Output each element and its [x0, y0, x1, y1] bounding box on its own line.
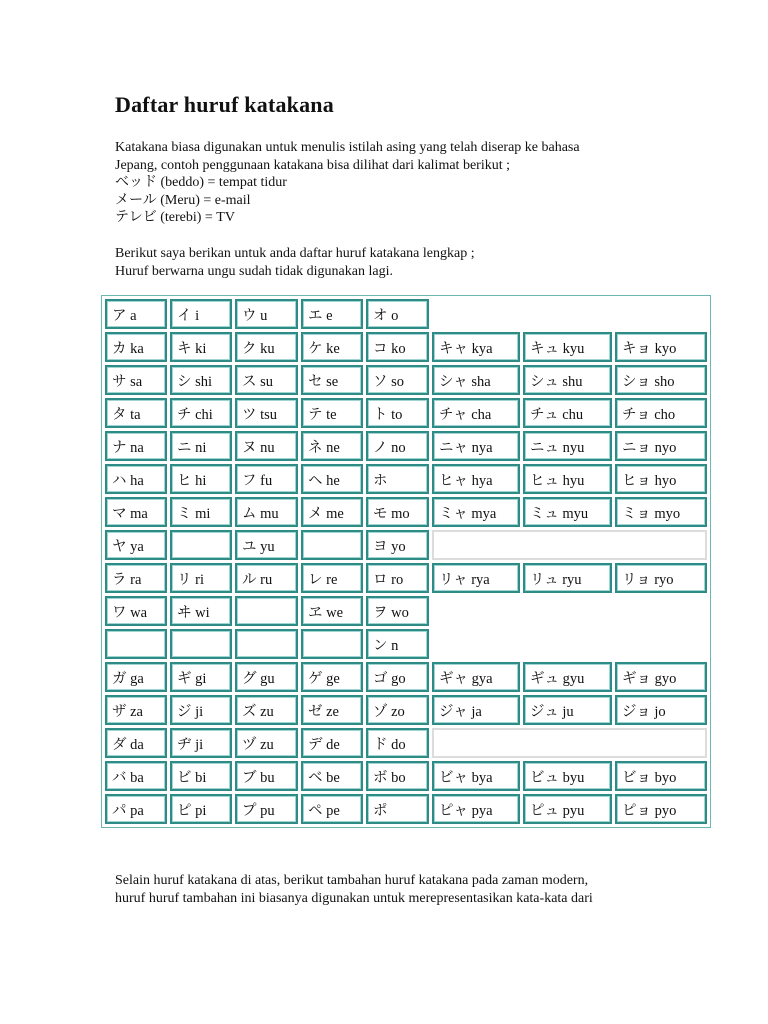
kana-cell: ワ wa: [105, 596, 167, 626]
kana-cell: メ me: [301, 497, 363, 527]
kana-cell: ヱ we: [301, 596, 363, 626]
kana-cell: ヰ wi: [170, 596, 232, 626]
kana-cell: チ chi: [170, 398, 232, 428]
kana-cell: タ ta: [105, 398, 167, 428]
kana-cell: モ mo: [366, 497, 429, 527]
kana-cell: チュ chu: [523, 398, 612, 428]
kana-cell: ゴ go: [366, 662, 429, 692]
kana-cell: ヒャ hya: [432, 464, 520, 494]
kana-cell: レ re: [301, 563, 363, 593]
kana-cell: ユ yu: [235, 530, 298, 560]
table-row: [105, 332, 707, 362]
kana-cell: マ ma: [105, 497, 167, 527]
kana-cell: リョ ryo: [615, 563, 707, 593]
intro-line: Katakana biasa digunakan untuk menulis istilah asing yang telah diserap ke bahasa: [115, 140, 580, 155]
kana-cell: ボ bo: [366, 761, 429, 791]
kana-cell: ジョ jo: [615, 695, 707, 725]
kana-cell: ミ mi: [170, 497, 232, 527]
kana-cell: ヒ hi: [170, 464, 232, 494]
closing-line: huruf huruf tambahan ini biasanya digunakan untuk merepresentasikan kata-kata dari: [115, 890, 593, 906]
kana-cell: ヲ wo: [366, 596, 429, 626]
kana-cell: バ ba: [105, 761, 167, 791]
kana-cell: ニョ nyo: [615, 431, 707, 461]
page-title: Daftar huruf katakana: [115, 92, 334, 117]
kana-cell: [235, 629, 298, 659]
empty-space: [432, 629, 707, 659]
kana-cell: オ o: [366, 299, 429, 329]
kana-cell: ス su: [235, 365, 298, 395]
kana-cell: [301, 530, 363, 560]
kana-cell: リャ rya: [432, 563, 520, 593]
kana-cell: ン n: [366, 629, 429, 659]
kana-cell: ビ bi: [170, 761, 232, 791]
kana-cell: ブ bu: [235, 761, 298, 791]
kana-cell: シュ shu: [523, 365, 612, 395]
kana-cell: ヒョ hyo: [615, 464, 707, 494]
empty-cell: [432, 530, 707, 560]
kana-cell: ギャ gya: [432, 662, 520, 692]
kana-cell: ソ so: [366, 365, 429, 395]
kana-cell: キャ kya: [432, 332, 520, 362]
table-row: [105, 398, 707, 428]
example-line-meru: メール (Meru) = e-mail: [115, 192, 251, 208]
table-row: [105, 728, 707, 758]
kana-cell: ピョ pyo: [615, 794, 707, 824]
kana-cell: ジ ji: [170, 695, 232, 725]
kana-cell: ニュ nyu: [523, 431, 612, 461]
table-row: [105, 794, 707, 824]
kana-cell: ウ u: [235, 299, 298, 329]
kana-cell: ネ ne: [301, 431, 363, 461]
kana-cell: ヂ ji: [170, 728, 232, 758]
table-row: [105, 464, 707, 494]
kana-cell: キョ kyo: [615, 332, 707, 362]
kana-cell: ロ ro: [366, 563, 429, 593]
kana-cell: ゲ ge: [301, 662, 363, 692]
kana-cell: ヘ he: [301, 464, 363, 494]
table-row: [105, 761, 707, 791]
kana-cell: ゾ zo: [366, 695, 429, 725]
kana-cell: チャ cha: [432, 398, 520, 428]
table-row: [105, 365, 707, 395]
kana-cell: ベ be: [301, 761, 363, 791]
kana-cell: ニャ nya: [432, 431, 520, 461]
kana-cell: ズ zu: [235, 695, 298, 725]
kana-cell: コ ko: [366, 332, 429, 362]
kana-cell: ヌ nu: [235, 431, 298, 461]
kana-cell: リ ri: [170, 563, 232, 593]
kana-cell: シャ sha: [432, 365, 520, 395]
note-line: Huruf berwarna ungu sudah tidak digunakan lagi.: [115, 263, 393, 279]
kana-cell: ジャ ja: [432, 695, 520, 725]
kana-cell: ビュ byu: [523, 761, 612, 791]
kana-cell: ド do: [366, 728, 429, 758]
kana-cell: ミュ myu: [523, 497, 612, 527]
kana-cell: ナ na: [105, 431, 167, 461]
kana-cell: ケ ke: [301, 332, 363, 362]
kana-cell: ヨ yo: [366, 530, 429, 560]
kana-cell: テ te: [301, 398, 363, 428]
kana-cell: カ ka: [105, 332, 167, 362]
kana-cell: デ de: [301, 728, 363, 758]
kana-cell: グ gu: [235, 662, 298, 692]
kana-cell: [301, 629, 363, 659]
kana-cell: ヒュ hyu: [523, 464, 612, 494]
table-row: [105, 563, 707, 593]
intro-line: Jepang, contoh penggunaan katakana bisa dilihat dari kalimat berikut ;: [115, 157, 510, 173]
kana-cell: ノ no: [366, 431, 429, 461]
kana-cell: サ sa: [105, 365, 167, 395]
kana-cell: ザ za: [105, 695, 167, 725]
kana-cell: キュ kyu: [523, 332, 612, 362]
example-line-beddo: ベッド (beddo) = tempat tidur: [115, 175, 287, 191]
kana-cell: ル ru: [235, 563, 298, 593]
kana-cell: ビョ byo: [615, 761, 707, 791]
kana-cell: フ fu: [235, 464, 298, 494]
kana-cell: エ e: [301, 299, 363, 329]
kana-cell: ペ pe: [301, 794, 363, 824]
kana-cell: リュ ryu: [523, 563, 612, 593]
table-row: [105, 662, 707, 692]
table-row: [105, 299, 707, 329]
kana-cell: ピ pi: [170, 794, 232, 824]
kana-cell: ミャ mya: [432, 497, 520, 527]
intro-paragraph: [115, 139, 580, 227]
kana-cell: ギュ gyu: [523, 662, 612, 692]
closing-line: Selain huruf katakana di atas, berikut tambahan huruf katakana pada zaman modern,: [115, 873, 589, 888]
kana-cell: シ shi: [170, 365, 232, 395]
kana-cell: ビャ bya: [432, 761, 520, 791]
kana-cell: セ se: [301, 365, 363, 395]
kana-cell: ラ ra: [105, 563, 167, 593]
kana-cell: ギ gi: [170, 662, 232, 692]
kana-cell: ダ da: [105, 728, 167, 758]
kana-cell: ジュ ju: [523, 695, 612, 725]
kana-cell: ア a: [105, 299, 167, 329]
kana-cell: [235, 596, 298, 626]
katakana-table: [101, 295, 711, 828]
kana-cell: ホ: [366, 464, 429, 494]
empty-space: [432, 299, 707, 329]
kana-cell: ピャ pya: [432, 794, 520, 824]
kana-cell: ヤ ya: [105, 530, 167, 560]
kana-cell: ポ: [366, 794, 429, 824]
kana-cell: プ pu: [235, 794, 298, 824]
kana-cell: [170, 530, 232, 560]
kana-cell: チョ cho: [615, 398, 707, 428]
kana-cell: ニ ni: [170, 431, 232, 461]
kana-cell: ム mu: [235, 497, 298, 527]
kana-cell: ヅ zu: [235, 728, 298, 758]
kana-cell: ハ ha: [105, 464, 167, 494]
kana-cell: ピュ pyu: [523, 794, 612, 824]
table-row: [105, 596, 707, 626]
kana-cell: ゼ ze: [301, 695, 363, 725]
kana-cell: パ pa: [105, 794, 167, 824]
table-row: [105, 629, 707, 659]
note-paragraph: [115, 245, 475, 280]
empty-cell: [432, 728, 707, 758]
table-row: [105, 530, 707, 560]
table-row: [105, 695, 707, 725]
kana-cell: ショ sho: [615, 365, 707, 395]
table-row: [105, 431, 707, 461]
kana-cell: ツ tsu: [235, 398, 298, 428]
kana-cell: キ ki: [170, 332, 232, 362]
kana-cell: イ i: [170, 299, 232, 329]
kana-cell: ギョ gyo: [615, 662, 707, 692]
kana-cell: ガ ga: [105, 662, 167, 692]
kana-cell: ク ku: [235, 332, 298, 362]
kana-cell: [170, 629, 232, 659]
empty-space: [432, 596, 707, 626]
kana-cell: ト to: [366, 398, 429, 428]
table-row: [105, 497, 707, 527]
closing-paragraph: [115, 872, 593, 907]
kana-cell: [105, 629, 167, 659]
example-line-terebi: テレビ (terebi) = TV: [115, 210, 235, 226]
kana-cell: ミョ myo: [615, 497, 707, 527]
note-line: Berikut saya berikan untuk anda daftar huruf katakana lengkap ;: [115, 246, 475, 261]
